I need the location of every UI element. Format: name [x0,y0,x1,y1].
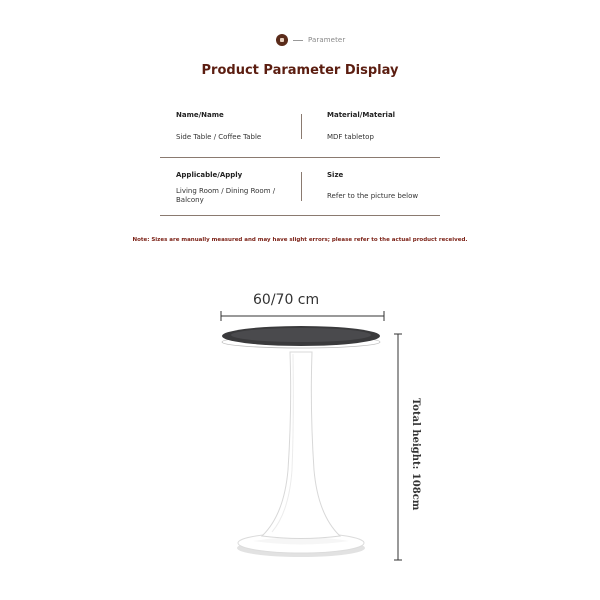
tabletop-sheen [231,328,371,342]
param-size-value: Refer to the picture below [327,192,419,200]
param-apply-label: Applicable/Apply [176,171,243,179]
param-size-label: Size [327,171,344,179]
height-label: Total height: 108cm [410,398,421,511]
param-apply-value: Living Room / Dining Room / Balcony [176,187,276,204]
tag-label: Parameter [308,36,346,44]
param-material-value: MDF tabletop [327,133,374,141]
table-pedestal [262,352,340,539]
param-name-value: Side Table / Coffee Table [176,133,262,141]
param-name-label: Name/Name [176,111,224,119]
page-title: Product Parameter Display [201,63,399,78]
width-label: 60/70 cm [253,292,320,308]
param-material-label: Material/Material [327,111,396,119]
size-note: Note: Sizes are manually measured and may have slight errors; please refer to the actual product received. [132,237,468,243]
